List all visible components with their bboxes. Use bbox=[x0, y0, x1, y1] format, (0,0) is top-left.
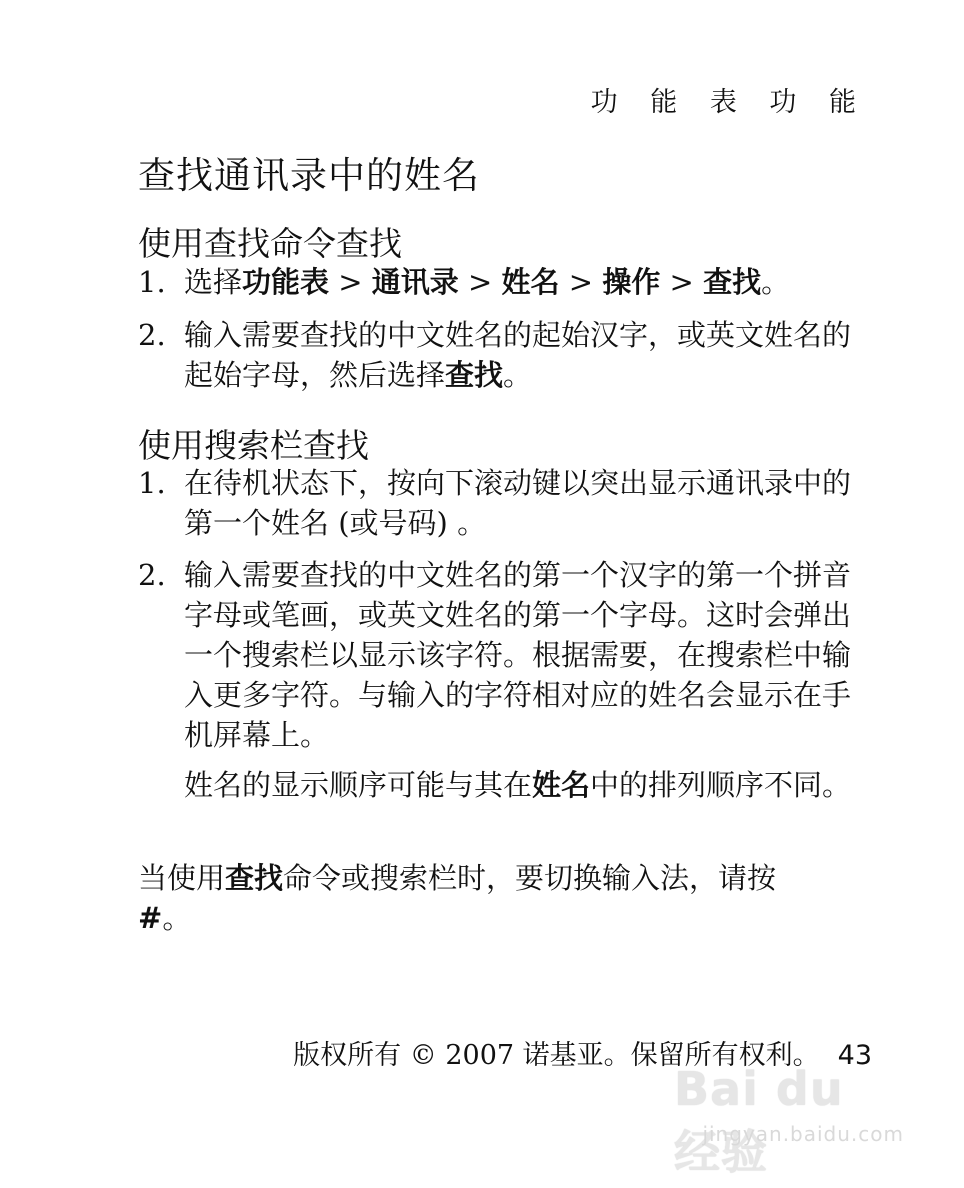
path-separator: > bbox=[458, 265, 502, 299]
watermark bbox=[674, 1062, 904, 1179]
path-separator: > bbox=[559, 265, 603, 299]
list-item bbox=[138, 315, 868, 395]
menu-path-item: 功能表 bbox=[242, 265, 330, 299]
item-text bbox=[184, 315, 868, 395]
menu-path-item: 姓名 bbox=[501, 265, 560, 299]
menu-command: 姓名 bbox=[532, 768, 591, 802]
item-text bbox=[184, 262, 868, 302]
page-title: 查找通讯录中的姓名 bbox=[138, 154, 480, 197]
item-number: 2. bbox=[138, 318, 166, 352]
text-run: 命令或搜索栏时，要切换输入法，请按 bbox=[283, 861, 777, 895]
text-run: 中的排列顺序不同。 bbox=[590, 768, 852, 802]
menu-path-item: 通讯录 bbox=[371, 265, 459, 299]
item-text: 在待机状态下，按向下滚动键以突出显示通讯录中的第一个姓名 (或号码) 。 bbox=[184, 466, 852, 540]
hash-key: # bbox=[138, 901, 163, 935]
menu-path-item: 操作 bbox=[602, 265, 661, 299]
menu-command: 查找 bbox=[445, 358, 504, 392]
item-text: 输入需要查找的中文姓名的第一个汉字的第一个拼音字母或笔画，或英文姓名的第一个字母。这时会弹出一个搜索栏以显示该字符。根据需要，在搜索栏中输入更多字符。与输入的字符相对应的姓名会显示在手机屏幕上。 bbox=[184, 558, 852, 752]
note-paragraph bbox=[184, 765, 864, 805]
text-run: 当使用 bbox=[138, 861, 226, 895]
list-item bbox=[138, 555, 868, 755]
copyright-text: 版权所有 © 2007 诺基亚。保留所有权利。 bbox=[293, 1040, 820, 1071]
text-run: 。 bbox=[162, 901, 192, 935]
text-run: 选择 bbox=[184, 265, 243, 299]
watermark-url: jingyan.baidu.com bbox=[702, 1122, 904, 1146]
path-separator: > bbox=[660, 265, 704, 299]
item-number: 2. bbox=[138, 558, 166, 592]
list-item bbox=[138, 463, 868, 543]
text-run: 。 bbox=[503, 358, 533, 392]
watermark-logo: Bai du 经验 bbox=[674, 1062, 844, 1179]
menu-path-item: 查找 bbox=[703, 265, 762, 299]
page-number: 43 bbox=[837, 1040, 872, 1071]
section-heading-find-command: 使用查找命令查找 bbox=[138, 224, 402, 263]
item-number: 1. bbox=[138, 265, 166, 299]
text-run: 输入需要查找的中文姓名的起始汉字，或英文姓名的起始字母，然后选择 bbox=[184, 318, 852, 392]
text-run: 。 bbox=[761, 265, 791, 299]
tip-paragraph bbox=[138, 858, 838, 938]
item-number: 1. bbox=[138, 466, 166, 500]
running-header: 功 能 表 功 能 bbox=[590, 87, 868, 118]
path-separator: > bbox=[329, 265, 372, 299]
list-item bbox=[138, 262, 868, 302]
text-run: 姓名的显示顺序可能与其在 bbox=[184, 768, 533, 802]
menu-command: 查找 bbox=[225, 861, 284, 895]
section-heading-search-bar: 使用搜索栏查找 bbox=[138, 426, 369, 465]
